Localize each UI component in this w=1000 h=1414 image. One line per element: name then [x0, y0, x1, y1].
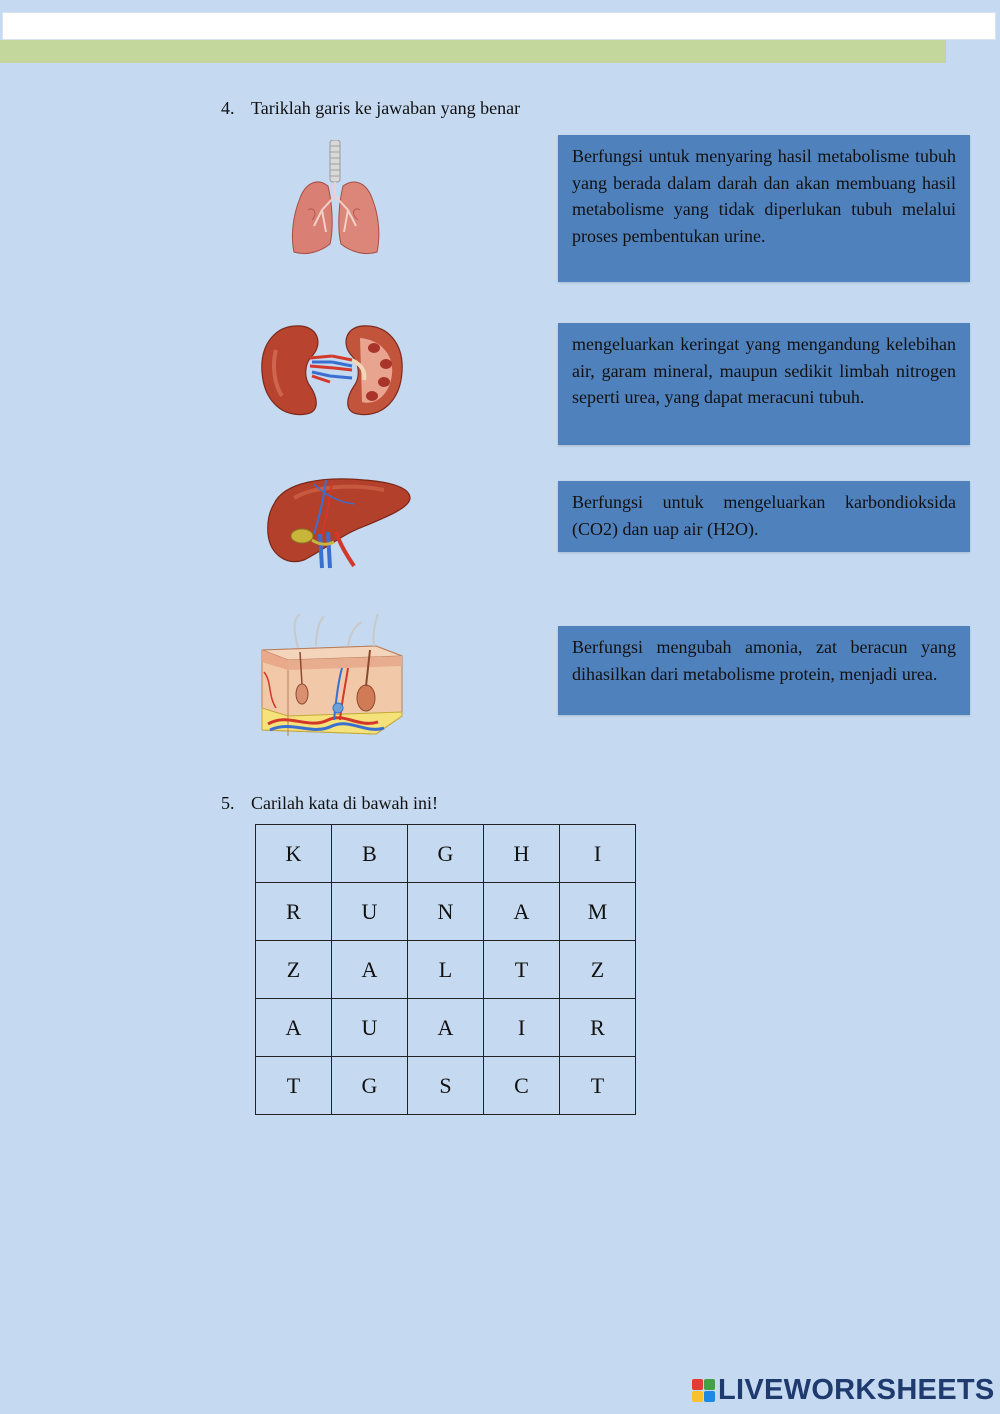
logo-square — [692, 1379, 703, 1390]
grid-cell[interactable]: R — [256, 883, 332, 941]
grid-cell[interactable]: A — [256, 999, 332, 1057]
liveworksheets-logo[interactable] — [692, 1374, 995, 1406]
answer-box-1[interactable]: Berfungsi untuk menyaring hasil metabolisme tubuh yang berada dalam darah dan akan membuang hasil metabolisme yang tidak diperlukan tubuh melalui proses pembentukan urine. — [558, 135, 970, 282]
lungs-icon[interactable] — [288, 140, 383, 258]
answer-box-3[interactable]: Berfungsi untuk mengeluarkan karbondioksida (CO2) dan uap air (H2O). — [558, 481, 970, 552]
grid-cell[interactable]: L — [408, 941, 484, 999]
header-green-bar — [0, 40, 946, 63]
answer-box-2[interactable]: mengeluarkan keringat yang mengandung kelebihan air, garam mineral, maupun sedikit limbah nitrogen seperti urea, yang dapat meracuni tubuh. — [558, 323, 970, 445]
question-5-text: Carilah kata di bawah ini! — [251, 793, 438, 813]
logo-mark-icon — [692, 1379, 715, 1402]
grid-cell[interactable]: I — [560, 825, 636, 883]
grid-row — [256, 941, 636, 999]
question-5-number: 5. — [221, 793, 235, 813]
grid-cell[interactable]: A — [332, 941, 408, 999]
logo-square — [704, 1379, 715, 1390]
grid-cell[interactable]: I — [484, 999, 560, 1057]
word-search-grid — [255, 824, 636, 1115]
grid-row — [256, 999, 636, 1057]
question-5-title — [221, 793, 438, 814]
header-white-bar — [2, 12, 996, 40]
grid-cell[interactable]: T — [560, 1057, 636, 1115]
liver-icon[interactable] — [264, 474, 414, 570]
grid-cell[interactable]: B — [332, 825, 408, 883]
grid-cell[interactable]: G — [332, 1057, 408, 1115]
skin-icon[interactable] — [258, 612, 406, 742]
grid-cell[interactable]: Z — [560, 941, 636, 999]
grid-cell[interactable]: G — [408, 825, 484, 883]
grid-row — [256, 1057, 636, 1115]
kidneys-icon[interactable] — [256, 320, 408, 420]
logo-square — [692, 1391, 703, 1402]
grid-cell[interactable]: N — [408, 883, 484, 941]
logo-square — [704, 1391, 715, 1402]
grid-cell[interactable]: A — [484, 883, 560, 941]
question-4-text: Tariklah garis ke jawaban yang benar — [251, 98, 521, 118]
grid-cell[interactable]: H — [484, 825, 560, 883]
grid-cell[interactable]: C — [484, 1057, 560, 1115]
question-4-title — [221, 98, 520, 119]
logo-text: LIVEWORKSHEETS — [718, 1373, 995, 1406]
grid-cell[interactable]: M — [560, 883, 636, 941]
grid-cell[interactable]: T — [256, 1057, 332, 1115]
grid-row — [256, 883, 636, 941]
grid-cell[interactable]: S — [408, 1057, 484, 1115]
grid-row — [256, 825, 636, 883]
grid-cell[interactable]: T — [484, 941, 560, 999]
grid-cell[interactable]: A — [408, 999, 484, 1057]
grid-cell[interactable]: Z — [256, 941, 332, 999]
grid-cell[interactable]: K — [256, 825, 332, 883]
grid-cell[interactable]: U — [332, 883, 408, 941]
grid-cell[interactable]: R — [560, 999, 636, 1057]
grid-cell[interactable]: U — [332, 999, 408, 1057]
answer-box-4[interactable]: Berfungsi mengubah amonia, zat beracun yang dihasilkan dari metabolisme protein, menjadi urea. — [558, 626, 970, 715]
question-4-number: 4. — [221, 98, 235, 118]
